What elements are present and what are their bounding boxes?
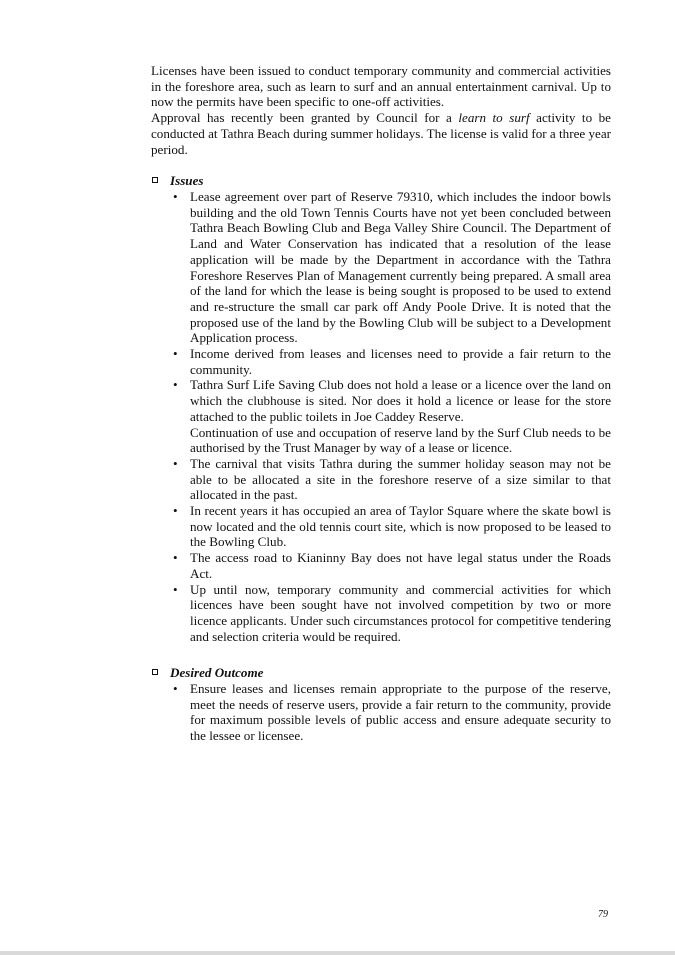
- list-item: [173, 550, 611, 581]
- issue-text: In recent years it has occupied an area of Taylor Square where the skate bowl is now located and the old tennis court site, which is now proposed to be leased to the Bowling Club.: [190, 503, 611, 550]
- intro-section: [151, 63, 611, 157]
- intro-paragraph-2-emphasis: learn to surf: [458, 110, 530, 126]
- desired-outcome-list: [151, 681, 611, 744]
- intro-paragraph-2-start: Approval has recently been granted by Council for a: [151, 110, 459, 126]
- list-item: [173, 681, 611, 744]
- list-item: [173, 189, 611, 346]
- bullet-icon: •: [173, 503, 178, 519]
- desired-outcome-heading-label: Desired Outcome: [170, 665, 264, 680]
- issue-text: The access road to Kianinny Bay does not have legal status under the Roads Act.: [190, 550, 611, 581]
- bullet-icon: •: [173, 377, 178, 393]
- bullet-icon: •: [173, 681, 178, 696]
- bullet-icon: •: [173, 455, 178, 471]
- issue-text: Lease agreement over part of Reserve 79310, which includes the indoor bowls building and the old Town Tennis Courts have not yet been concluded between Tathra Beach Bowling Club and Bega Valley Shire Council. The Department of Land and Water Conservation has indicated that a resolution of the lease application will be made by the Department in accordance with the Tathra Foreshore Reserves Plan of Management currently being prepared. A small area of the land for which the lease is being sought is proposed to be used to extend and re-structure the small car park off Andy Poole Drive. It is noted that the proposed use of the land by the Bowling Club will be subject to a Development Application process.: [190, 189, 611, 346]
- issue-text: The carnival that visits Tathra during the summer holiday season may not be able to be allocated a site in the foreshore reserve of a size similar to that allocated in the past.: [190, 455, 611, 503]
- issue-text: Up until now, temporary community and commercial activities for which licences have been sought have not involved competition by two or more licence applicants. Under such circumstances protocol for competitive tendering and selection criteria would be required.: [190, 581, 611, 644]
- intro-paragraph-2-end: activity to be conducted at Tathra Beach during summer holidays. The license is valid for a three year period.: [151, 110, 611, 157]
- bullet-icon: •: [173, 189, 178, 204]
- issue-text: Income derived from leases and licenses need to provide a fair return to the community.: [190, 346, 611, 377]
- page-bottom-edge: [0, 951, 675, 955]
- list-item: [173, 346, 611, 377]
- issues-list: [151, 189, 611, 644]
- issues-section: [151, 173, 611, 644]
- issue-text: Tathra Surf Life Saving Club does not hold a lease or a licence over the land on which the clubhouse is sited. Nor does it hold a licence or lease for the store attached to the public toilets in Joe Caddey Reserve.: [190, 377, 611, 424]
- list-item: [173, 455, 611, 503]
- issues-heading-label: Issues: [170, 173, 204, 188]
- bullet-icon: •: [173, 346, 178, 362]
- issue-continuation-text: Continuation of use and occupation of reserve land by the Surf Club needs to be authorised by the Trust Manager by way of a lease or licence.: [190, 424, 611, 456]
- desired-outcome-heading: [151, 665, 611, 681]
- intro-paragraph-1: Licenses have been issued to conduct temporary community and commercial activities in the foreshore area, such as learn to surf and an annual entertainment carnival. Up to now the permits have been specific to one-off activities.: [151, 63, 611, 110]
- checkbox-bullet-icon: [152, 669, 158, 675]
- bullet-icon: •: [173, 581, 178, 597]
- list-item: [173, 581, 611, 645]
- outcome-text: Ensure leases and licenses remain appropriate to the purpose of the reserve, meet the needs of reserve users, provide a fair return to the community, provide for maximum possible levels of public access and ensure adequate security to the lessee or licensee.: [190, 681, 611, 744]
- page-number: 79: [598, 909, 608, 920]
- list-item: [173, 503, 611, 550]
- bullet-icon: •: [173, 550, 178, 566]
- intro-paragraph-2: [151, 110, 611, 157]
- issues-heading: [151, 173, 611, 189]
- desired-outcome-section: [151, 665, 611, 744]
- list-item: [173, 377, 611, 456]
- checkbox-bullet-icon: [152, 177, 158, 183]
